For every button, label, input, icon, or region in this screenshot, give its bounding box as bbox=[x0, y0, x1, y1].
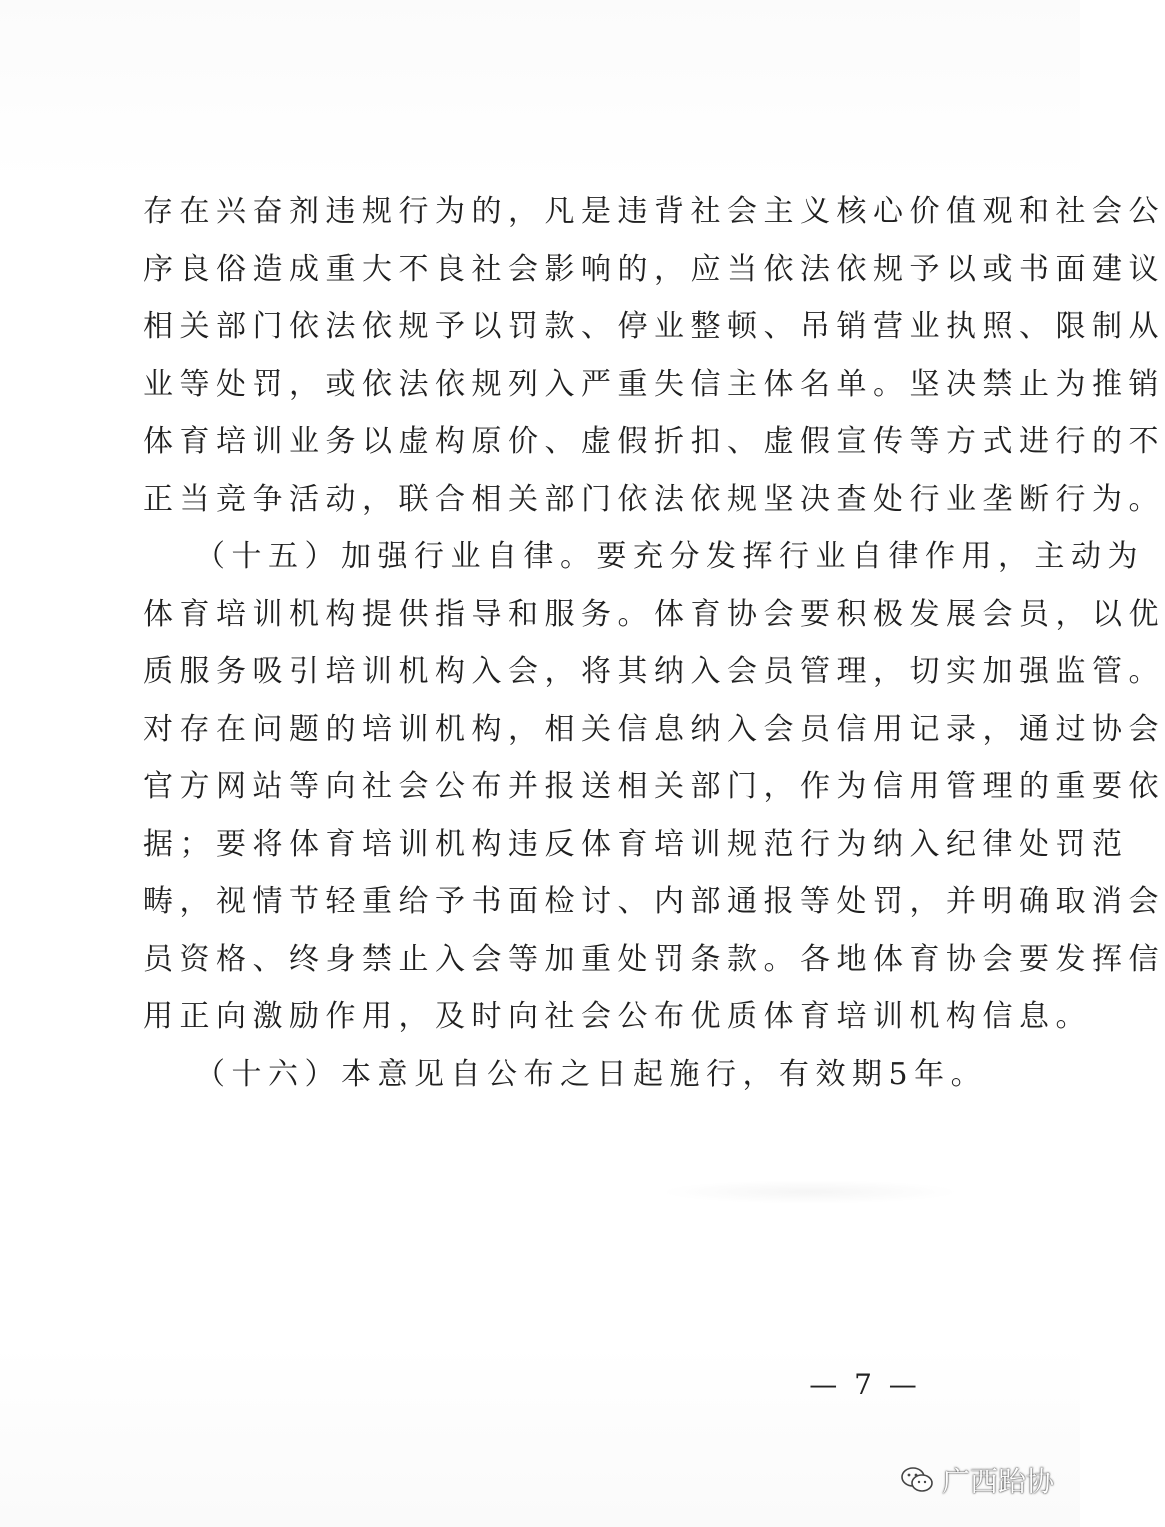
wechat-watermark bbox=[900, 1460, 1054, 1500]
watermark-text: 广西跆协 bbox=[942, 1465, 1055, 1498]
wechat-icon bbox=[900, 1465, 934, 1495]
text-line: 据；要将体育培训机构违反体育培训规范行为纳入纪律处罚范 bbox=[143, 826, 1129, 862]
text-line: 质服务吸引培训机构入会，将其纳入会员管理，切实加强监管。 bbox=[143, 654, 1165, 689]
text-line: 存在兴奋剂违规行为的，凡是违背社会主义核心价值观和社会公 bbox=[143, 194, 1165, 229]
scan-smudge bbox=[660, 1180, 960, 1204]
text-line: 相关部门依法依规予以罚款、停业整顿、吊销营业执照、限制从 bbox=[143, 309, 1165, 344]
text-line: 员资格、终身禁止入会等加重处罚条款。各地体育协会要发挥信 bbox=[143, 941, 1165, 977]
text-line: 官方网站等向社会公布并报送相关部门，作为信用管理的重要依 bbox=[143, 769, 1165, 804]
paragraph-block bbox=[143, 183, 1165, 1103]
text-line: 序良俗造成重大不良社会影响的，应当依法依规予以或书面建议 bbox=[143, 251, 1165, 287]
document-body bbox=[143, 183, 1165, 1103]
text-line: （十五）加强行业自律。要充分发挥行业自律作用，主动为 bbox=[195, 539, 1144, 574]
text-line: 畴，视情节轻重给予书面检讨、内部通报等处罚，并明确取消会 bbox=[143, 884, 1165, 919]
text-line: 体育培训机构提供指导和服务。体育协会要积极发展会员，以优 bbox=[143, 596, 1165, 632]
page-number: — 7 — bbox=[809, 1368, 921, 1401]
text-line: 正当竞争活动，联合相关部门依法依规坚决查处行业垄断行为。 bbox=[143, 481, 1165, 517]
text-line: 用正向激励作用，及时向社会公布优质体育培训机构信息。 bbox=[143, 999, 1092, 1034]
text-line: 体育培训业务以虚构原价、虚假折扣、虚假宣传等方式进行的不 bbox=[143, 424, 1165, 459]
text-line: 对存在问题的培训机构，相关信息纳入会员信用记录，通过协会 bbox=[143, 711, 1165, 747]
text-line: 业等处罚，或依法依规列入严重失信主体名单。坚决禁止为推销 bbox=[143, 366, 1165, 402]
text-line: （十六）本意见自公布之日起施行，有效期5年。 bbox=[195, 1056, 988, 1092]
